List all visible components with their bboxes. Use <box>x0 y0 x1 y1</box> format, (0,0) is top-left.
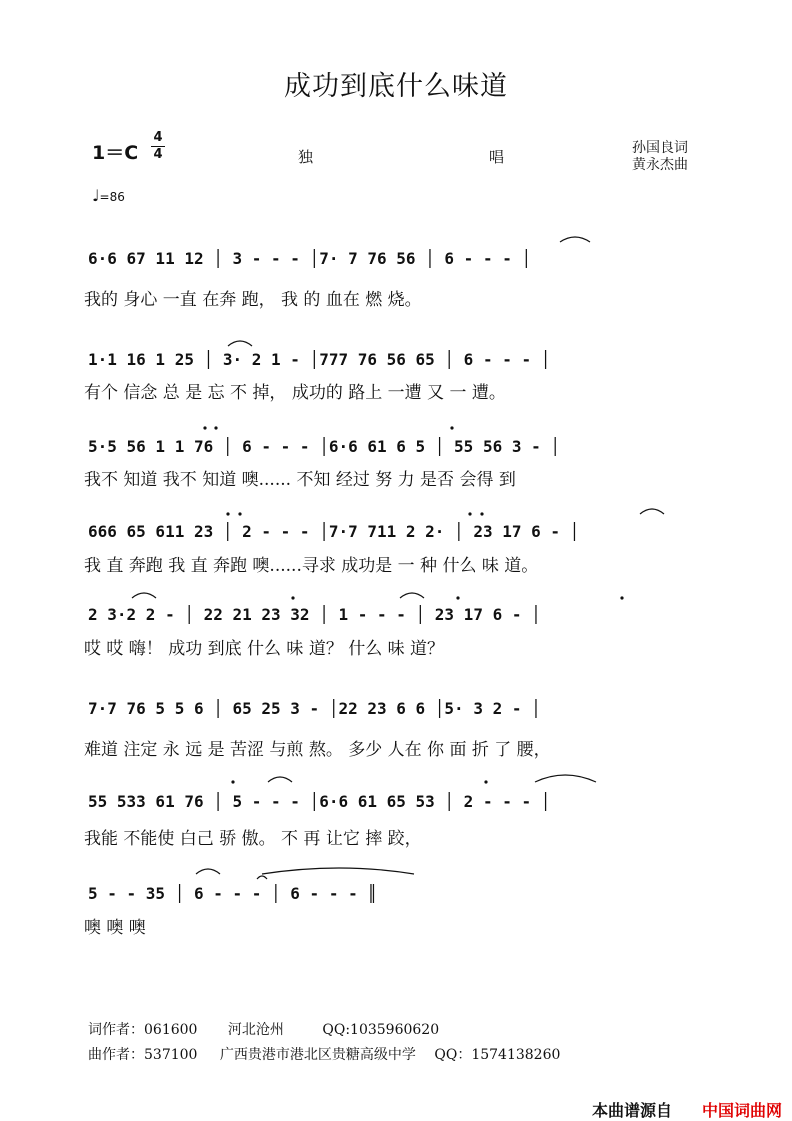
composer-credit: 黄永杰曲 <box>632 157 688 173</box>
slur-mark <box>640 509 664 514</box>
slur-mark <box>535 775 596 782</box>
lyricist-label: 词作者： <box>88 1022 144 1038</box>
octave-dot <box>214 426 217 429</box>
tempo-value: =86 <box>99 190 125 204</box>
composer-label: 曲作者： <box>88 1047 144 1063</box>
tie-mark <box>262 868 414 874</box>
octave-dot <box>203 426 206 429</box>
key-signature: 1＝C <box>92 142 139 164</box>
fermata-mark <box>257 876 267 879</box>
performance-word-2: 唱 <box>489 148 505 166</box>
notation-line-4: 666 65 611 23 │ 2 - - - │7·7 711 2 2· │ 23 17 6 - │ <box>88 522 580 541</box>
octave-dot <box>238 512 241 515</box>
octave-dot <box>620 596 623 599</box>
source-brand-link[interactable]: 中国词曲网 <box>701 1101 782 1120</box>
source-label: 本曲谱源自 <box>591 1101 672 1120</box>
notation-line-5: 2 3·2 2 - │ 22 21 23 32 │ 1 - - - │ 23 17 6 - │ <box>88 605 541 624</box>
lyric-line-3: 我不 知道 我不 知道 噢...... 不知 经过 努 力 是否 会得 到 <box>84 470 516 490</box>
notation-line-3: 5·5 56 1 1 76 │ 6 - - - │6·6 61 6 5 │ 55 56 3 - │ <box>88 437 561 456</box>
lyric-line-7: 我能 不能使 白己 骄 傲。 不 再 让它 摔 跤， <box>84 829 422 849</box>
slur-mark <box>228 341 252 346</box>
notation-line-2: 1·1 16 1 25 │ 3· 2 1 - │777 76 56 65 │ 6 - - - │ <box>88 350 551 369</box>
composer-contact <box>88 1044 560 1064</box>
lyric-line-4: 我 直 奔跑 我 直 奔跑 噢......寻求 成功是 一 种 什么 味 道。 <box>84 556 539 576</box>
octave-dot <box>231 780 234 783</box>
composer-place: 广西贵港市港北区贵糖高级中学 <box>219 1047 416 1063</box>
lyricist-place: 河北沧州 <box>227 1022 284 1038</box>
lyric-line-8: 噢 噢 噢 <box>84 918 146 938</box>
octave-dot <box>450 426 453 429</box>
slur-mark <box>268 777 292 782</box>
octave-dot <box>468 512 471 515</box>
meter-bottom: 4 <box>153 147 163 162</box>
lyric-line-6: 难道 注定 永 远 是 苦涩 与煎 熬。 多少 人在 你 面 折 了 腰， <box>84 740 551 760</box>
composer-zip: 537100 <box>144 1047 198 1063</box>
lyric-line-2: 有个 信念 总 是 忘 不 掉， 成功的 路上 一遭 又 一 遭。 <box>84 383 506 403</box>
composer-qq: QQ：1574138260 <box>434 1047 561 1063</box>
performance-word-1: 独 <box>298 148 314 166</box>
page-title: 成功到底什么味道 <box>284 71 508 102</box>
lyricist-zip: 061600 <box>144 1022 198 1038</box>
lyricist-contact <box>88 1019 439 1039</box>
octave-dot <box>291 596 294 599</box>
slur-mark <box>560 237 590 242</box>
octave-dot <box>480 512 483 515</box>
meter-top: 4 <box>153 130 163 145</box>
quarter-note-icon: ♩ <box>92 186 100 205</box>
notation-line-6: 7·7 76 5 5 6 │ 65 25 3 - │22 23 6 6 │5· 3 2 - │ <box>88 699 541 718</box>
notation-line-7: 55 533 61 76 │ 5 - - - │6·6 61 65 53 │ 2 - - - │ <box>88 792 551 811</box>
octave-dot <box>484 780 487 783</box>
lyric-line-1: 我的 身心 一直 在奔 跑， 我 的 血在 燃 烧。 <box>84 290 422 310</box>
octave-dot <box>226 512 229 515</box>
lyric-line-5: 哎 哎 嗨！ 成功 到底 什么 味 道？ 什么 味 道？ <box>84 639 445 659</box>
slur-mark <box>132 593 156 598</box>
notation-line-1: 6·6 67 11 12 │ 3 - - - │7· 7 76 56 │ 6 - - - │ <box>88 249 532 268</box>
lyricist-qq: QQ:1035960620 <box>322 1022 440 1038</box>
notation-line-8: 5 - - 35 │ 6 - - - │ 6 - - - ║ <box>88 884 377 903</box>
lyricist-credit: 孙国良词 <box>632 140 688 156</box>
slur-mark <box>196 869 220 874</box>
octave-dot <box>456 596 459 599</box>
slur-mark <box>400 593 424 598</box>
